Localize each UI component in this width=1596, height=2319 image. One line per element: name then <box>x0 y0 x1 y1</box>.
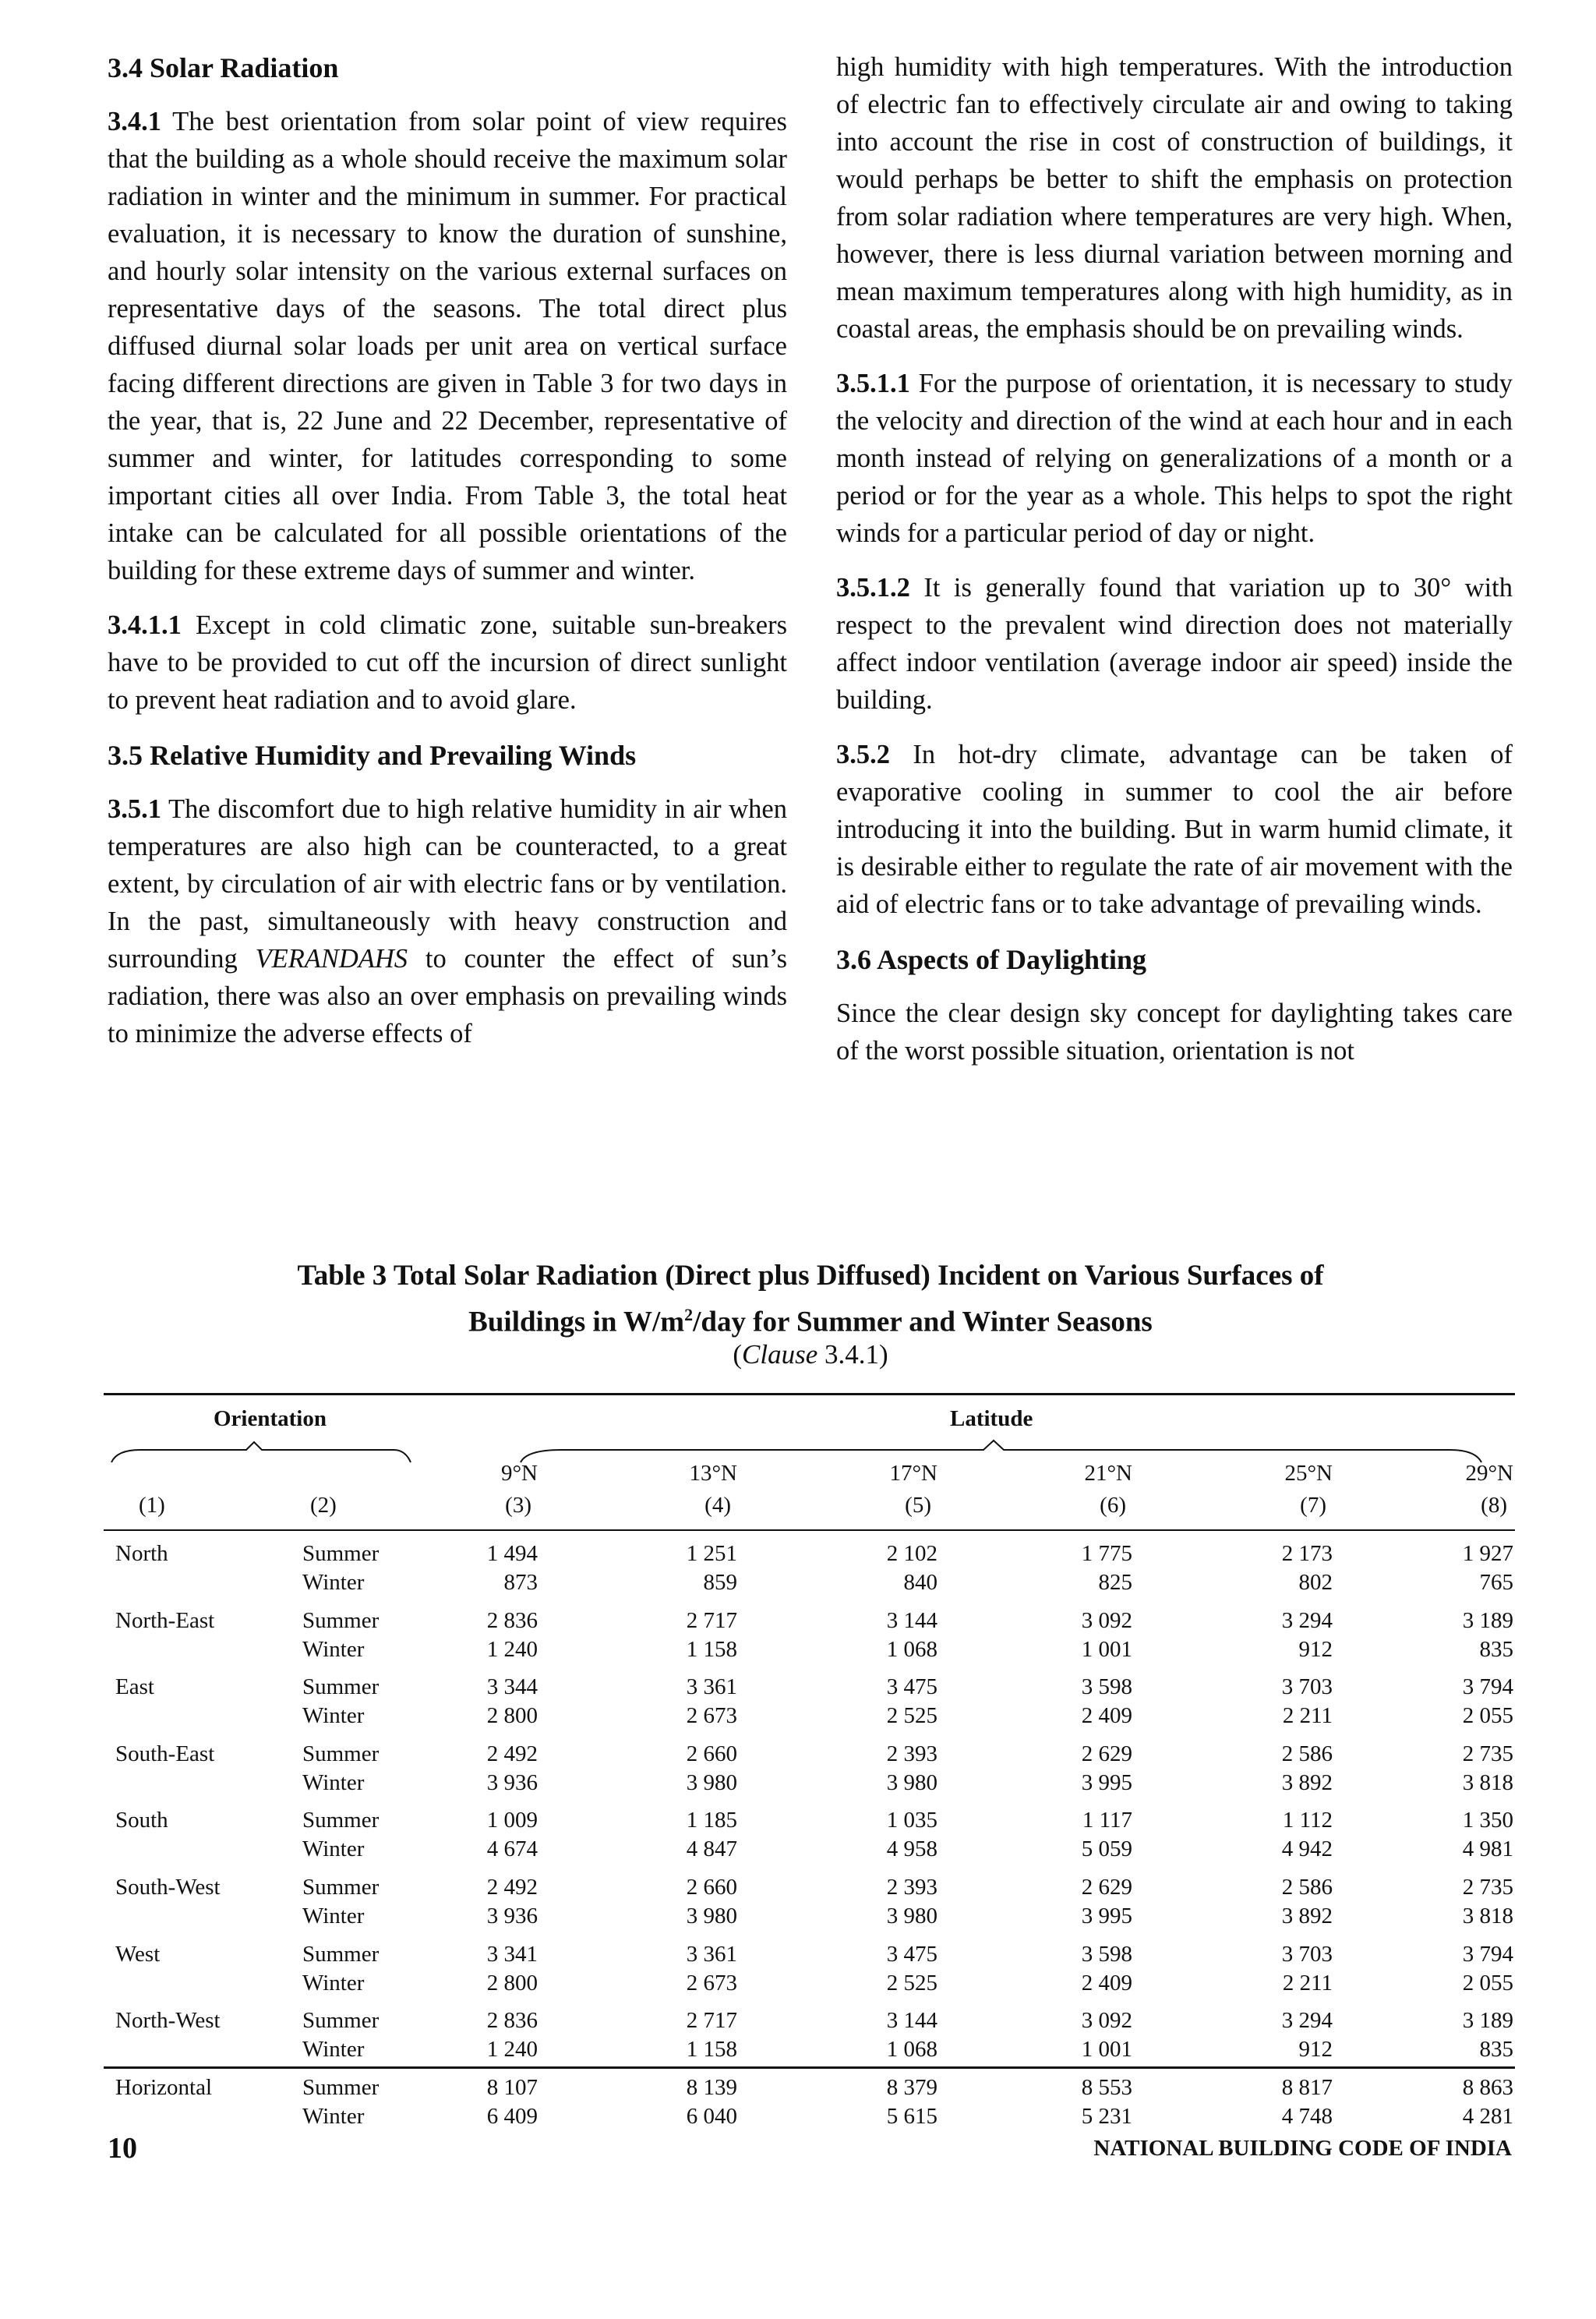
season-cell: Summer <box>302 1674 380 1700</box>
value-cell: 3 475 <box>886 1674 937 1700</box>
value-cell: 3 995 <box>1081 1769 1132 1795</box>
value-cell: 873 <box>503 1570 538 1595</box>
value-cell: 3 892 <box>1281 1903 1333 1928</box>
value-cell: 765 <box>1479 1570 1513 1595</box>
value-cell: 4 981 <box>1462 1836 1513 1862</box>
table-row <box>104 2006 1515 2073</box>
value-cell: 4 748 <box>1281 2103 1333 2129</box>
clause-number: 3.4.1 <box>108 107 161 136</box>
title-units-sup: 2 <box>684 1305 694 1324</box>
value-cell: 3 980 <box>886 1769 937 1795</box>
table-row <box>104 1873 1515 1940</box>
value-cell: 8 553 <box>1081 2074 1132 2100</box>
value-cell: 2 836 <box>486 1607 538 1633</box>
value-cell: 2 586 <box>1281 1741 1333 1766</box>
value-cell: 8 863 <box>1462 2074 1513 2100</box>
value-cell: 835 <box>1479 1636 1513 1662</box>
paragraph-text: The discomfort due to high relative humidity in air when temperatures are also high can be counteracted, to a great extent, by circulation of air with electric fans or by ventilation. In the past, simultaneously with heavy construction and surrounding <box>108 794 787 974</box>
value-cell: 2 173 <box>1281 1541 1333 1566</box>
value-cell: 825 <box>1098 1570 1132 1595</box>
paragraph-continuation: high humidity with high temperatures. With the introduction of electric fan to effectively circulate air and owing to taking into account the rise in cost of construction of buildings, it would perhaps be better to shift the emphasis on protection from solar radiation where temperatures are very high. When, however, there is less diurnal variation between morning and mean maximum temperatures along with high humidity, as in coastal areas, the emphasis should be on prevailing winds. <box>836 52 1513 344</box>
title-units-b: /day for Summer and Winter Seasons <box>693 1306 1153 1338</box>
value-cell: 2 629 <box>1081 1741 1132 1766</box>
season-cell: Summer <box>302 1941 380 1967</box>
paragraph-text: The best orientation from solar point of view requires that the building as a whole should receive the maximum solar radiation in winter and the minimum in summer. For practical evaluation, it is necessary to know the duration of sunshine, and hourly solar intensity on the various external surfaces on representative days of the seasons. The total direct plus diffused diurnal solar loads per unit area on vertical surface facing different directions are given in Table 3 for two days in the year, that is, 22 June and 22 December, representative of summer and winter, for latitudes corresponding to some important cities all over India. From Table 3, the total heat intake can be calculated for all possible orientations of the building for these extreme days of summer and winter. <box>108 107 787 585</box>
value-cell: 6 409 <box>486 2103 538 2129</box>
value-cell: 2 660 <box>686 1741 737 1766</box>
latitude-header: 25°N <box>1284 1461 1333 1486</box>
season-cell: Winter <box>302 1903 365 1928</box>
clause-number: 3.5.2 <box>836 740 890 769</box>
heading-humidity-winds: 3.5 Relative Humidity and Prevailing Winds <box>108 740 637 771</box>
heading-solar-radiation: 3.4 Solar Radiation <box>108 52 339 83</box>
value-cell: 3 980 <box>886 1903 937 1928</box>
header-orientation: Orientation <box>214 1406 327 1431</box>
value-cell: 3 995 <box>1081 1903 1132 1928</box>
value-cell: 2 525 <box>886 1970 937 1996</box>
value-cell: 2 393 <box>886 1874 937 1900</box>
value-cell: 1 068 <box>886 2037 937 2063</box>
value-cell: 5 615 <box>886 2103 937 2129</box>
value-cell: 3 361 <box>686 1941 737 1967</box>
orientation-brace <box>111 1442 411 1462</box>
value-cell: 5 059 <box>1081 1836 1132 1862</box>
value-cell: 6 040 <box>686 2103 737 2129</box>
value-cell: 1 240 <box>486 1636 538 1662</box>
value-cell: 4 958 <box>886 1836 937 1862</box>
value-cell: 3 818 <box>1462 1903 1513 1928</box>
title-units-a: Buildings in W/m <box>468 1306 685 1338</box>
column-number: (1) <box>139 1493 165 1518</box>
value-cell: 835 <box>1479 2037 1513 2063</box>
table-row <box>104 1673 1515 1740</box>
column-number: (3) <box>505 1493 531 1518</box>
table-title-line-1: Table 3 Total Solar Radiation (Direct plus Diffused) Incident on Various Surfaces of <box>297 1260 1324 1292</box>
season-cell: Summer <box>302 1808 380 1833</box>
value-cell: 4 942 <box>1281 1836 1333 1862</box>
value-cell: 3 144 <box>886 1607 937 1633</box>
value-cell: 8 107 <box>486 2074 538 2100</box>
value-cell: 4 281 <box>1462 2103 1513 2129</box>
table-row <box>104 2073 1515 2140</box>
value-cell: 3 703 <box>1281 1674 1333 1700</box>
season-cell: Winter <box>302 1703 365 1729</box>
paragraph-text: Except in cold climatic zone, suitable sun-breakers have to be provided to cut off the incursion of direct sunlight to prevent heat radiation and to avoid glare. <box>108 610 788 715</box>
column-number: (2) <box>310 1493 337 1518</box>
orientation-cell: North-West <box>115 2008 221 2034</box>
table-row <box>104 1540 1515 1607</box>
value-cell: 2 409 <box>1081 1703 1132 1729</box>
clause-number: 3.5.1.1 <box>836 369 910 398</box>
value-cell: 8 817 <box>1281 2074 1333 2100</box>
value-cell: 3 475 <box>886 1941 937 1967</box>
header-latitude: Latitude <box>950 1406 1033 1431</box>
orientation-cell: North-East <box>115 1607 215 1633</box>
clause-number: 3.5.1 <box>108 794 161 824</box>
value-cell: 3 980 <box>686 1903 737 1928</box>
page-number: 10 <box>108 2132 137 2165</box>
publication-name: NATIONAL BUILDING CODE OF INDIA <box>1093 2136 1512 2161</box>
value-cell: 3 189 <box>1462 1607 1513 1633</box>
value-cell: 2 525 <box>886 1703 937 1729</box>
value-cell: 2 492 <box>486 1874 538 1900</box>
value-cell: 2 673 <box>686 1703 737 1729</box>
value-cell: 3 936 <box>486 1903 538 1928</box>
paragraph-text: It is generally found that variation up to 30° with respect to the prevalent wind direction does not materially affect indoor ventilation (average indoor air speed) inside the building. <box>836 573 1513 715</box>
value-cell: 2 735 <box>1462 1874 1513 1900</box>
clause-ref: 3.4.1 <box>824 1339 879 1370</box>
value-cell: 1 035 <box>886 1808 937 1833</box>
value-cell: 1 158 <box>686 2037 737 2063</box>
column-number: (5) <box>905 1493 931 1518</box>
season-cell: Summer <box>302 2074 380 2100</box>
value-cell: 4 674 <box>486 1836 538 1862</box>
value-cell: 1 117 <box>1082 1808 1132 1833</box>
paragraph-text: In hot-dry climate, advantage can be taken of evaporative cooling in summer to cool the air before introducing it into the building. But in warm humid climate, it is desirable either to regulate the rate of air movement with the aid of electric fans or to take advantage of prevailing winds. <box>836 740 1513 919</box>
solar-radiation-table <box>104 1540 1515 2140</box>
value-cell: 5 231 <box>1081 2103 1132 2129</box>
value-cell: 2 211 <box>1282 1970 1333 1996</box>
column-number: (4) <box>704 1493 731 1518</box>
season-cell: Winter <box>302 1636 365 1662</box>
season-cell: Winter <box>302 1836 365 1862</box>
season-cell: Winter <box>302 2103 365 2129</box>
value-cell: 3 189 <box>1462 2008 1513 2034</box>
value-cell: 1 240 <box>486 2037 538 2063</box>
value-cell: 3 980 <box>686 1769 737 1795</box>
season-cell: Winter <box>302 1970 365 1996</box>
value-cell: 1 009 <box>486 1808 538 1833</box>
value-cell: 802 <box>1298 1570 1333 1595</box>
orientation-cell: South-West <box>115 1874 221 1900</box>
value-cell: 1 251 <box>686 1541 737 1566</box>
value-cell: 3 294 <box>1281 1607 1333 1633</box>
table-row <box>104 1607 1515 1674</box>
value-cell: 1 112 <box>1282 1808 1333 1833</box>
column-number: (7) <box>1300 1493 1326 1518</box>
paragraph-daylighting: Since the clear design sky concept for daylighting takes care of the worst possible situation, orientation is not <box>836 999 1513 1066</box>
value-cell: 912 <box>1298 1636 1333 1662</box>
value-cell: 2 717 <box>686 2008 737 2034</box>
paragraph-text: For the purpose of orientation, it is necessary to study the velocity and direction of the wind at each hour and in each month instead of relying on generalizations of a month or a period or for the year as a whole. This helps to spot the right winds for a particular period of day or night. <box>836 369 1513 548</box>
orientation-cell: Horizontal <box>115 2074 213 2100</box>
value-cell: 3 598 <box>1081 1941 1132 1967</box>
season-cell: Summer <box>302 1874 380 1900</box>
value-cell: 2 409 <box>1081 1970 1132 1996</box>
value-cell: 3 703 <box>1281 1941 1333 1967</box>
value-cell: 2 735 <box>1462 1741 1513 1766</box>
paragraph-text: to counter the effect of sun’s radiation, there was also an over emphasis on prevailing winds to minimize the adverse effects of <box>108 944 787 1048</box>
value-cell: 1 001 <box>1081 1636 1132 1662</box>
value-cell: 2 055 <box>1462 1970 1513 1996</box>
column-number: (6) <box>1100 1493 1126 1518</box>
value-cell: 2 800 <box>486 1703 538 1729</box>
value-cell: 3 361 <box>686 1674 737 1700</box>
value-cell: 2 102 <box>886 1541 937 1566</box>
value-cell: 1 350 <box>1462 1808 1513 1833</box>
clause-number: 3.4.1.1 <box>108 610 182 640</box>
value-cell: 859 <box>703 1570 737 1595</box>
value-cell: 1 927 <box>1462 1541 1513 1566</box>
season-cell: Summer <box>302 1607 380 1633</box>
clause-word: Clause <box>742 1339 818 1370</box>
latitude-header: 17°N <box>889 1461 937 1486</box>
season-cell: Winter <box>302 2037 365 2063</box>
orientation-cell: South <box>115 1808 168 1833</box>
latitude-brace <box>521 1441 1481 1462</box>
value-cell: 3 294 <box>1281 2008 1333 2034</box>
season-cell: Summer <box>302 1541 380 1566</box>
orientation-cell: West <box>115 1941 161 1967</box>
value-cell: 2 673 <box>686 1970 737 1996</box>
value-cell: 2 660 <box>686 1874 737 1900</box>
value-cell: 3 818 <box>1462 1769 1513 1795</box>
table-row <box>104 1940 1515 2007</box>
latitude-header: 29°N <box>1465 1461 1513 1486</box>
orientation-cell: North <box>115 1541 168 1566</box>
clause-number: 3.5.1.2 <box>836 573 910 603</box>
value-cell: 1 494 <box>486 1541 538 1566</box>
value-cell: 8 379 <box>886 2074 937 2100</box>
latitude-header: 9°N <box>500 1461 538 1486</box>
column-number: (8) <box>1481 1493 1507 1518</box>
heading-daylighting: 3.6 Aspects of Daylighting <box>836 944 1147 975</box>
value-cell: 3 341 <box>486 1941 538 1967</box>
season-cell: Summer <box>302 2008 380 2034</box>
value-cell: 3 092 <box>1081 2008 1132 2034</box>
value-cell: 3 144 <box>886 2008 937 2034</box>
value-cell: 2 055 <box>1462 1703 1513 1729</box>
season-cell: Winter <box>302 1570 365 1595</box>
value-cell: 3 892 <box>1281 1769 1333 1795</box>
table-row <box>104 1740 1515 1807</box>
latitude-header: 21°N <box>1084 1461 1132 1486</box>
value-cell: 3 344 <box>486 1674 538 1700</box>
value-cell: 2 800 <box>486 1970 538 1996</box>
value-cell: 2 586 <box>1281 1874 1333 1900</box>
value-cell: 3 092 <box>1081 1607 1132 1633</box>
table-row <box>104 1806 1515 1873</box>
table-clause-reference: (Clause 3.4.1) <box>733 1339 888 1370</box>
orientation-cell: East <box>115 1674 154 1700</box>
value-cell: 912 <box>1298 2037 1333 2063</box>
value-cell: 2 211 <box>1282 1703 1333 1729</box>
value-cell: 840 <box>903 1570 937 1595</box>
value-cell: 2 629 <box>1081 1874 1132 1900</box>
value-cell: 3 794 <box>1462 1941 1513 1967</box>
value-cell: 2 393 <box>886 1741 937 1766</box>
value-cell: 3 598 <box>1081 1674 1132 1700</box>
value-cell: 1 158 <box>686 1636 737 1662</box>
emphasis-verandahs: VERANDAHS <box>255 944 408 974</box>
value-cell: 3 794 <box>1462 1674 1513 1700</box>
value-cell: 2 717 <box>686 1607 737 1633</box>
value-cell: 1 068 <box>886 1636 937 1662</box>
value-cell: 1 775 <box>1081 1541 1132 1566</box>
latitude-header: 13°N <box>689 1461 737 1486</box>
value-cell: 4 847 <box>686 1836 737 1862</box>
value-cell: 2 492 <box>486 1741 538 1766</box>
value-cell: 1 185 <box>686 1808 737 1833</box>
value-cell: 3 936 <box>486 1769 538 1795</box>
orientation-cell: South-East <box>115 1741 215 1766</box>
value-cell: 8 139 <box>686 2074 737 2100</box>
value-cell: 2 836 <box>486 2008 538 2034</box>
value-cell: 1 001 <box>1081 2037 1132 2063</box>
season-cell: Summer <box>302 1741 380 1766</box>
season-cell: Winter <box>302 1769 365 1795</box>
